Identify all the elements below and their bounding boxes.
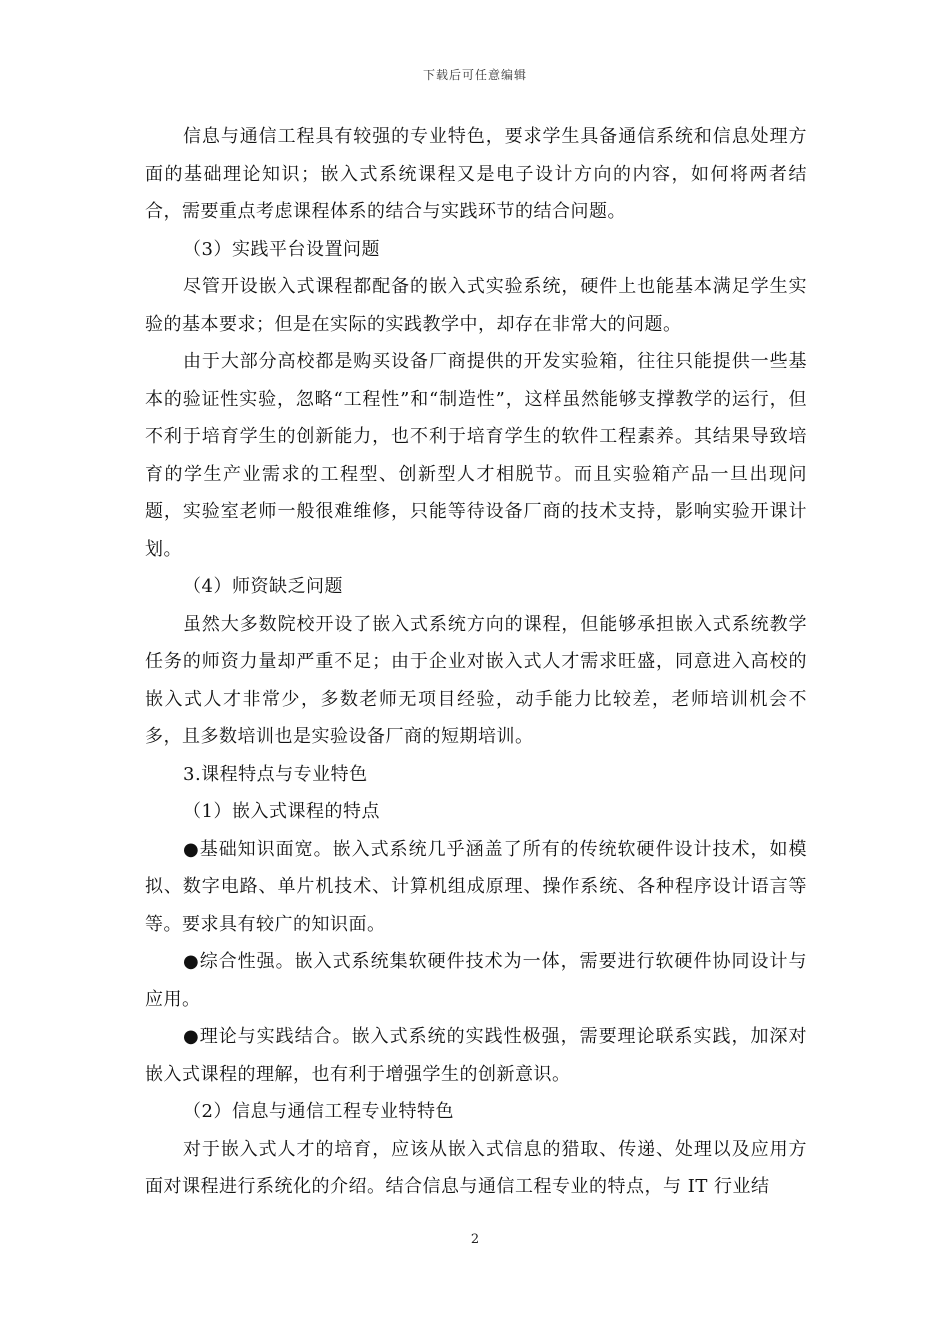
page-header: 下载后可任意编辑 xyxy=(422,68,527,82)
bullet-theory-practice: ●理论与实践结合。嵌入式系统的实践性极强，需要理论联系实践，加深对嵌入式课程的理解，也有利于增强学生的创新意识。 xyxy=(145,1026,807,1085)
paragraph-lab-box: 由于大部分高校都是购买设备厂商提供的开发实验箱，往往只能提供一些基本的验证性实验，忽略“工程性”和“制造性”，这样虽然能够支撑教学的运行，但不利于培育学生的创新能力，也不利于培育学生的软件工程素养。其结果导致培育的学生产业需求的工程型、创新型人才相脱节。而且实验箱产品一旦出现问题，实验室老师一般很难维修，只能等待设备厂商的技术支持，影响实验开课计划。 xyxy=(145,351,807,560)
page-number: 2 xyxy=(470,1232,480,1247)
paragraph-integration: 信息与通信工程具有较强的专业特色，要求学生具备通信系统和信息处理方面的基础理论知识；嵌入式系统课程又是电子设计方向的内容，如何将两者结合，需要重点考虑课程体系的结合与实践环节的结合问题。 xyxy=(145,126,807,222)
heading-practice-platform: （3）实践平台设置问题 xyxy=(183,238,380,260)
heading-faculty-shortage: （4）师资缺乏问题 xyxy=(183,576,343,597)
heading-embedded-features: （1）嵌入式课程的特点 xyxy=(183,801,380,822)
bullet-comprehensive: ●综合性强。嵌入式系统集软硬件技术为一体，需要进行软硬件协同设计与应用。 xyxy=(145,951,807,1010)
document-body xyxy=(145,118,807,1206)
bullet-broad-knowledge: ●基础知识面宽。嵌入式系统几乎涵盖了所有的传统软硬件设计技术，如模拟、数字电路、单片机技术、计算机组成原理、操作系统、各种程序设计语言等等。要求具有较广的知识面。 xyxy=(145,838,807,935)
paragraph-talent-cultivation: 对于嵌入式人才的培育，应该从嵌入式信息的猎取、传递、处理以及应用方面对课程进行系统化的介绍。结合信息与通信工程专业的特点，与 IT 行业结 xyxy=(145,1138,807,1197)
heading-major-features: （2）信息与通信工程专业特特色 xyxy=(183,1101,454,1122)
paragraph-lab-system: 尽管开设嵌入式课程都配备的嵌入式实验系统，硬件上也能基本满足学生实验的基本要求；但是在实际的实践教学中，却存在非常大的问题。 xyxy=(145,276,807,335)
heading-course-features: 3.课程特点与专业特色 xyxy=(183,763,368,785)
paragraph-faculty: 虽然大多数院校开设了嵌入式系统方向的课程，但能够承担嵌入式系统教学任务的师资力量却严重不足；由于企业对嵌入式人才需求旺盛，同意进入高校的嵌入式人才非常少，多数老师无项目经验，动手能力比较差，老师培训机会不多，且多数培训也是实验设备厂商的短期培训。 xyxy=(145,613,807,747)
